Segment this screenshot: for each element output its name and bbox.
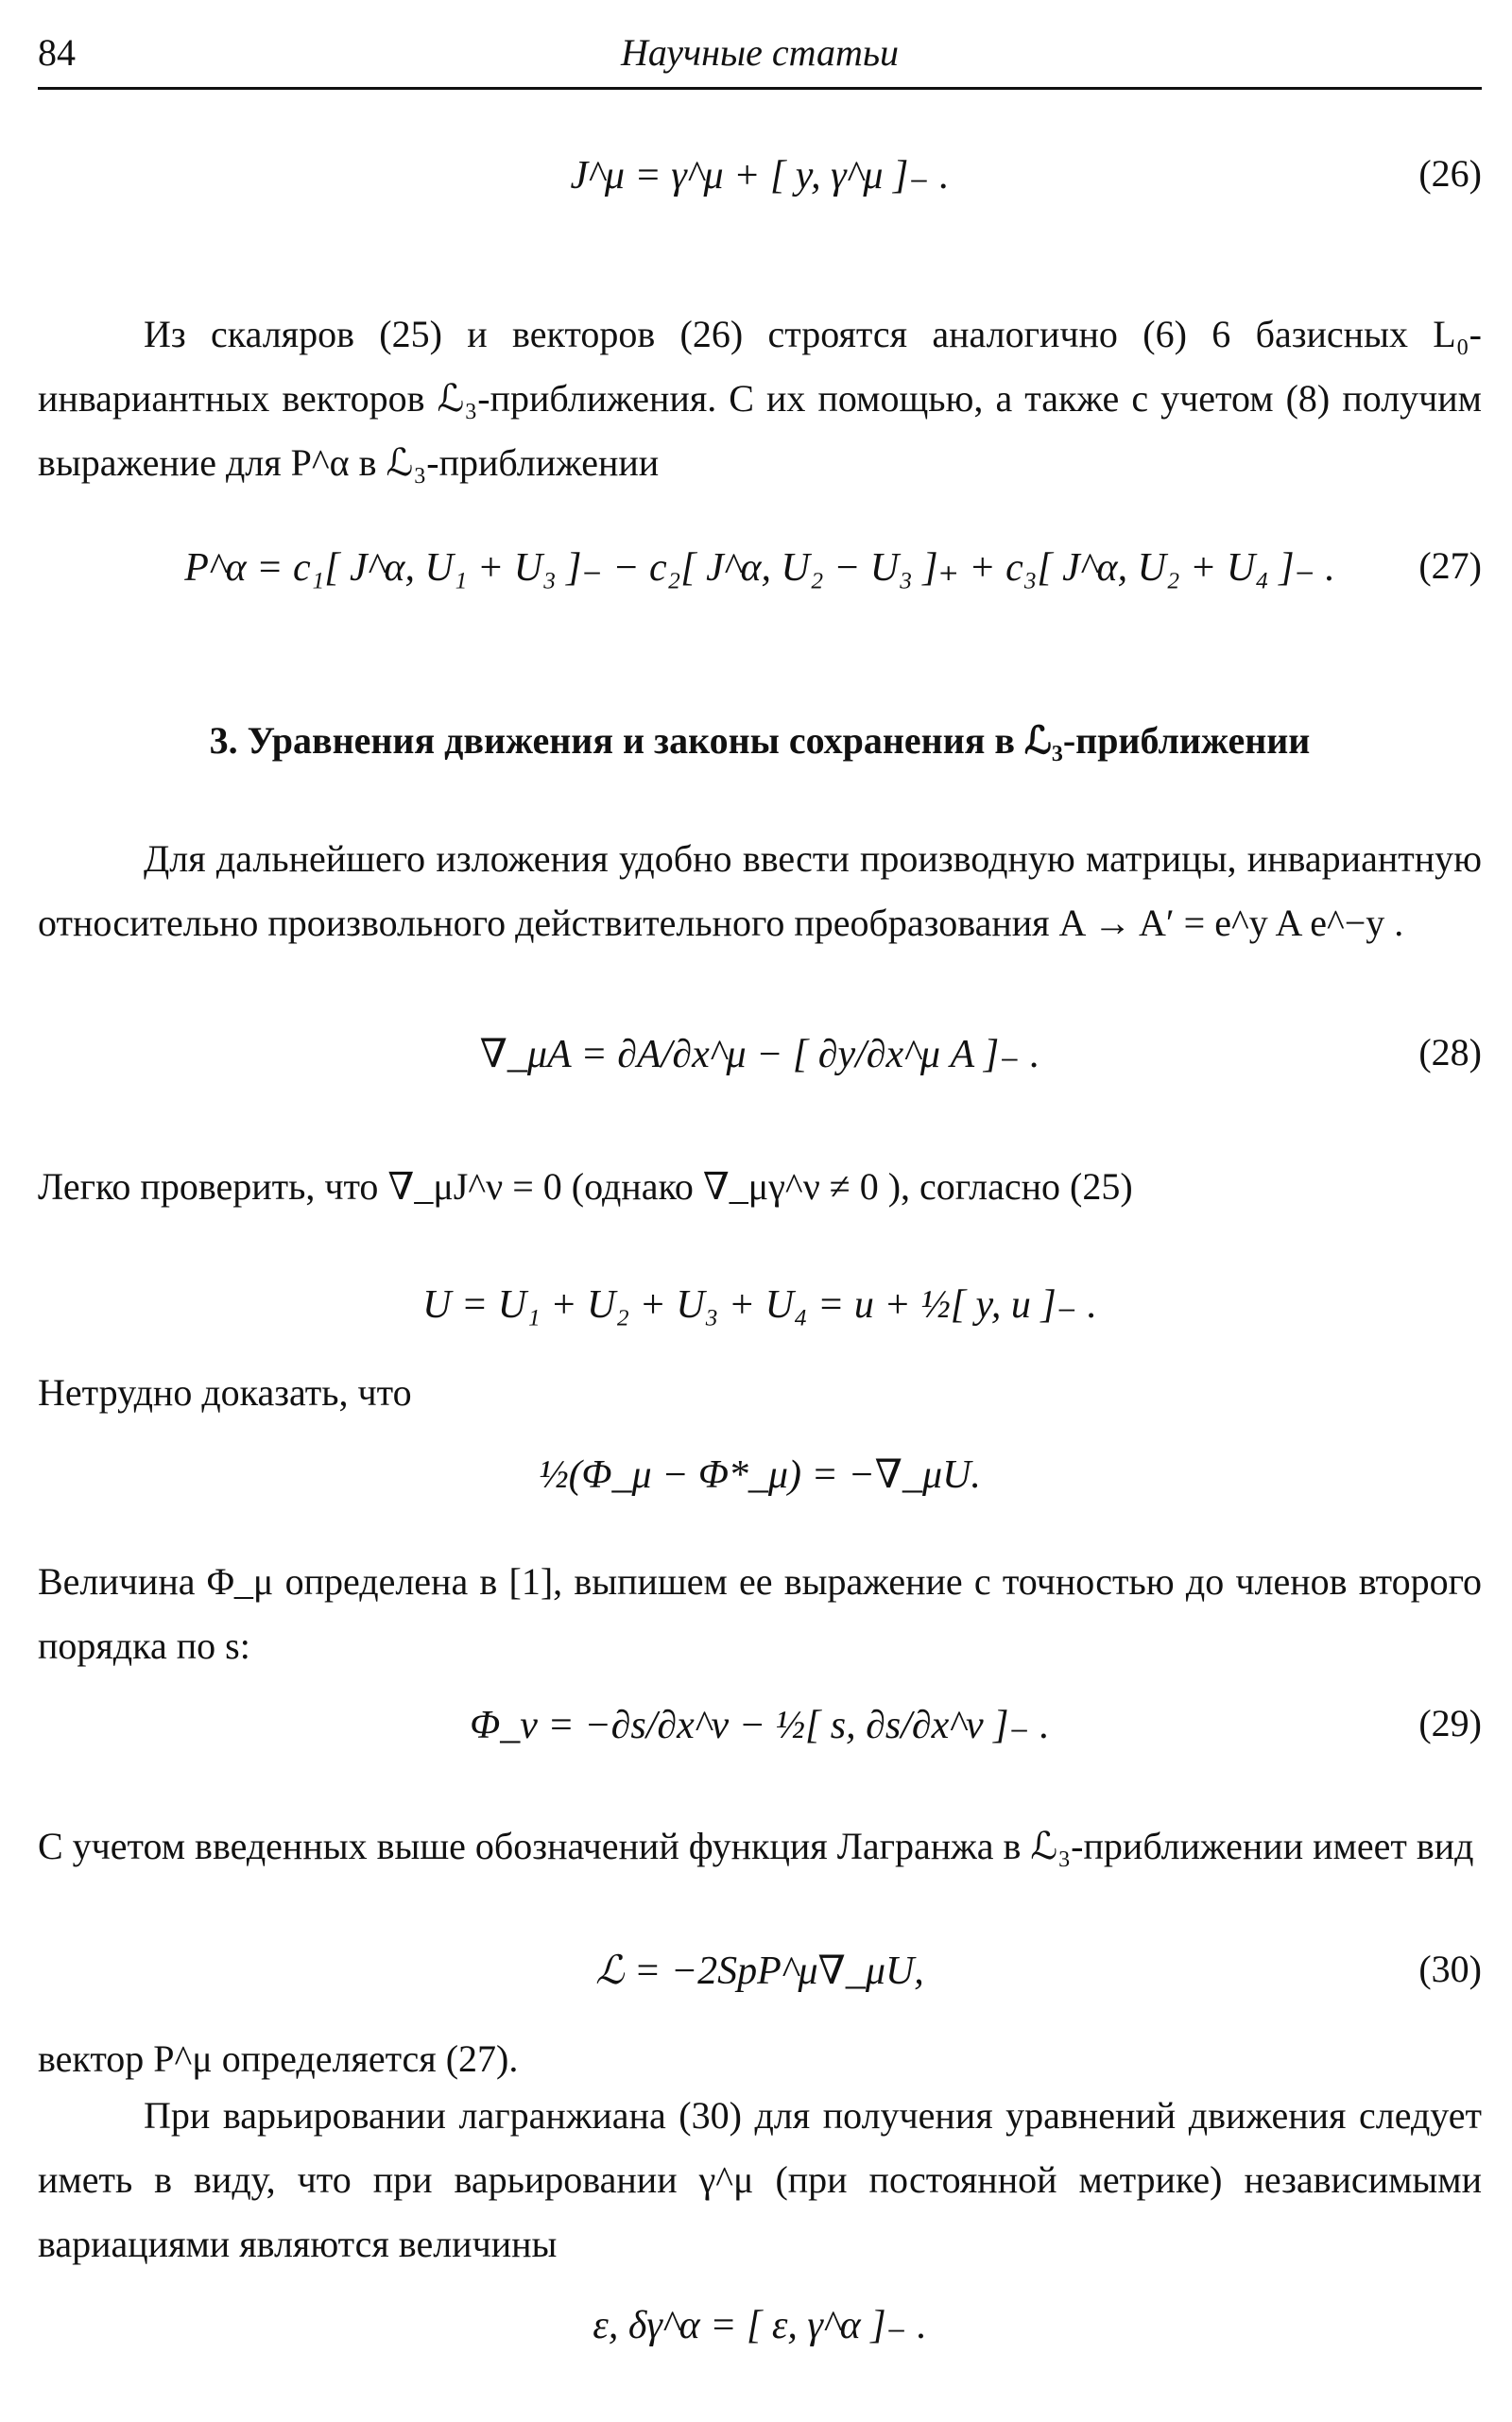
- equation-28: [38, 1030, 1482, 1115]
- section-heading: 3. Уравнения движения и законы сохранения в ℒ₃-приближении: [209, 719, 1311, 762]
- equation-26-math: J^μ = γ^μ + [ y, γ^μ ]₋ .: [570, 154, 950, 198]
- equation-27-math: P^α = c₁[ J^α, U₁ + U₃ ]₋ − c₂[ J^α, U₂ − U₃ ]₊ + c₃[ J^α, U₂ + U₄ ]₋ .: [184, 546, 1335, 590]
- equation-29: [38, 1701, 1482, 1786]
- paragraph-4: Нетрудно доказать, что: [38, 1371, 412, 1414]
- equation-30-math: ℒ = −2SpP^μ∇_μU,: [595, 1950, 924, 1993]
- running-header: [38, 21, 1482, 90]
- running-title: Научные статьи: [620, 31, 900, 74]
- equation-phi: [38, 1451, 1482, 1536]
- paragraph-3: Легко проверить, что ∇_μJ^ν = 0 (однако ∇_μγ^ν ≠ 0 ), согласно (25): [38, 1165, 1133, 1208]
- paragraph-1: Из скаляров (25) и векторов (26) строятся аналогично (6) 6 базисных L₀-инвариантных векторов ℒ₃-приближения. С их помощью, а также с учетом (8) получим выражение для P^α в ℒ₃-приближении: [38, 313, 1482, 484]
- equation-27: [38, 543, 1482, 628]
- equation-28-number: (28): [1418, 1031, 1482, 1074]
- page-number: 84: [38, 31, 76, 74]
- equation-u: [38, 1280, 1482, 1366]
- equation-variation: [38, 2301, 1482, 2386]
- paragraph-2: Для дальнейшего изложения удобно ввести производную матрицы, инвариантную относительно произвольного действительного преобразования A → A′ = e^y A e^−y .: [38, 837, 1482, 944]
- equation-29-number: (29): [1418, 1702, 1482, 1744]
- equation-30: [38, 1947, 1482, 2032]
- paragraph-6: С учетом введенных выше обозначений функция Лагранжа в ℒ₃-приближении имеет вид: [38, 1825, 1474, 1867]
- equation-phi-math: ½(Φ_μ − Φ*_μ) = −∇_μU.: [539, 1453, 981, 1497]
- equation-u-math: U = U₁ + U₂ + U₃ + U₄ = u + ½[ y, u ]₋ .: [422, 1283, 1097, 1327]
- paragraph-5: Величина Φ_μ определена в [1], выпишем ее выражение с точностью до членов второго порядка по s:: [38, 1560, 1482, 1667]
- page: [38, 0, 1482, 2422]
- equation-28-math: ∇_μA = ∂A/∂x^μ − [ ∂y/∂x^μ A ]₋ .: [479, 1033, 1040, 1076]
- paragraph-8: При варьировании лагранжиана (30) для получения уравнений движения следует иметь в виду, что при варьировании γ^μ (при постоянной метрике) независимыми вариациями являются величины: [38, 2094, 1482, 2265]
- paragraph-7: вектор P^μ определяется (27).: [38, 2037, 519, 2080]
- equation-29-math: Φ_ν = −∂s/∂x^ν − ½[ s, ∂s/∂x^ν ]₋ .: [470, 1704, 1050, 1747]
- equation-27-number: (27): [1418, 544, 1482, 587]
- equation-30-number: (30): [1418, 1948, 1482, 1990]
- equation-26-number: (26): [1418, 152, 1482, 195]
- equation-variation-math: ε, δγ^α = [ ε, γ^α ]₋ .: [593, 2304, 927, 2347]
- equation-26: [38, 151, 1482, 236]
